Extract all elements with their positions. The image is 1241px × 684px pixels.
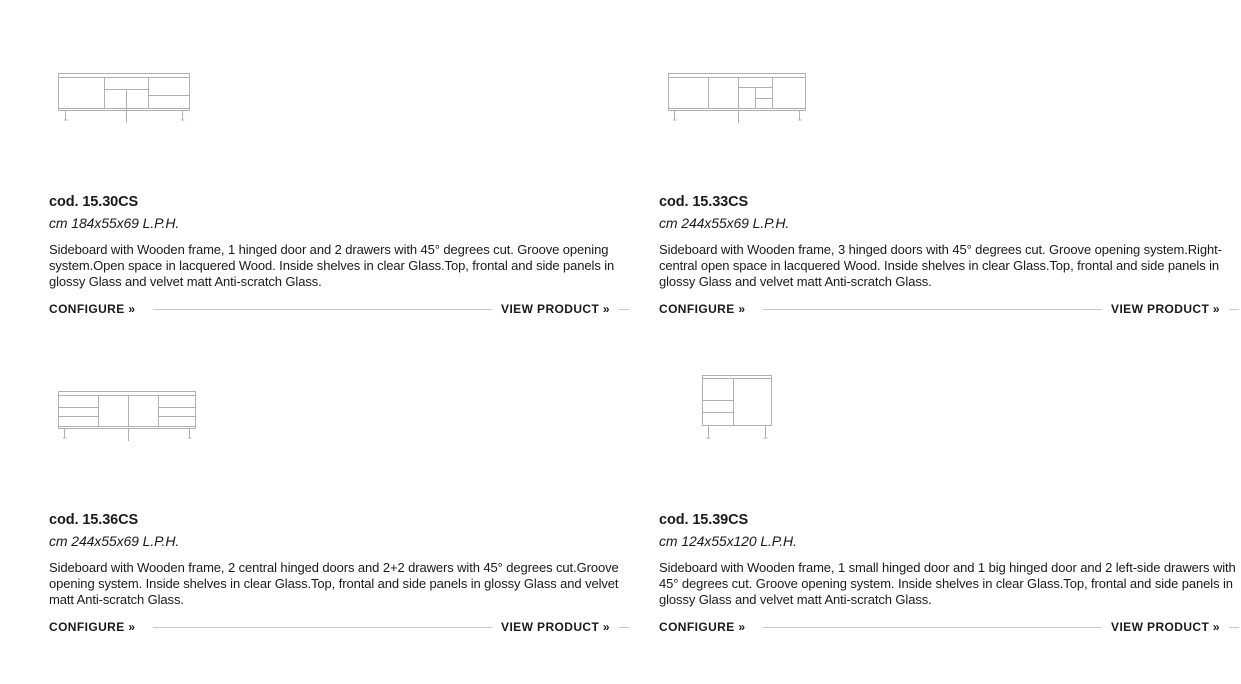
divider-rule bbox=[763, 309, 1102, 310]
view-product-link[interactable]: VIEW PRODUCT » bbox=[501, 620, 610, 634]
product-description: Sideboard with Wooden frame, 1 hinged door and 2 drawers with 45° degrees cut. Groove opening system.Open space in lacquered Wood. Inside shelves in clear Glass.Top, frontal and side panels in glossy Glass and velvet matt Anti-scratch Glass. bbox=[49, 242, 615, 289]
sideboard-drawing-icon bbox=[701, 372, 775, 442]
product-card bbox=[659, 320, 1239, 634]
configure-link[interactable]: CONFIGURE » bbox=[49, 620, 136, 634]
view-product-link[interactable]: VIEW PRODUCT » bbox=[1111, 302, 1220, 316]
sideboard-drawing-icon bbox=[57, 70, 193, 124]
configure-link[interactable]: CONFIGURE » bbox=[49, 302, 136, 316]
sideboard-drawing-icon bbox=[57, 388, 201, 442]
sideboard-drawing-icon bbox=[667, 70, 811, 124]
divider-rule bbox=[153, 309, 492, 310]
product-dimensions: cm 184x55x69 L.P.H. bbox=[49, 215, 180, 231]
product-image-link[interactable] bbox=[659, 2, 1239, 124]
product-description: Sideboard with Wooden frame, 2 central hinged doors and 2+2 drawers with 45° degrees cut.Groove opening system. Inside shelves in clear Glass.Top, frontal and side panels in glossy Glass and velvet matt Anti-scratch Glass. bbox=[49, 560, 619, 607]
product-dimensions: cm 244x55x69 L.P.H. bbox=[659, 215, 790, 231]
product-image-link[interactable] bbox=[49, 2, 629, 124]
product-actions bbox=[49, 620, 629, 634]
divider-rule-end bbox=[1229, 627, 1239, 628]
configure-link[interactable]: CONFIGURE » bbox=[659, 620, 746, 634]
product-description: Sideboard with Wooden frame, 1 small hinged door and 1 big hinged door and 2 left-side drawers with 45° degrees cut. Groove opening system. Inside shelves in clear Glass.Top, frontal and side panels in glossy Glass and velvet matt Anti-scratch Glass. bbox=[659, 560, 1236, 607]
product-card bbox=[49, 2, 629, 316]
divider-rule-end bbox=[1229, 309, 1239, 310]
product-actions bbox=[49, 302, 629, 316]
product-code: cod. 15.33CS bbox=[659, 194, 749, 210]
product-dimensions: cm 124x55x120 L.P.H. bbox=[659, 533, 797, 549]
product-code: cod. 15.36CS bbox=[49, 512, 139, 528]
divider-rule bbox=[153, 627, 492, 628]
divider-rule-end bbox=[619, 309, 629, 310]
divider-rule bbox=[763, 627, 1102, 628]
view-product-link[interactable]: VIEW PRODUCT » bbox=[1111, 620, 1220, 634]
product-code: cod. 15.39CS bbox=[659, 512, 749, 528]
product-dimensions: cm 244x55x69 L.P.H. bbox=[49, 533, 180, 549]
product-code: cod. 15.30CS bbox=[49, 194, 139, 210]
product-card bbox=[659, 2, 1239, 316]
product-image-link[interactable] bbox=[659, 320, 1239, 442]
configure-link[interactable]: CONFIGURE » bbox=[659, 302, 746, 316]
product-actions bbox=[659, 302, 1239, 316]
product-actions bbox=[659, 620, 1239, 634]
product-card bbox=[49, 320, 629, 634]
product-description: Sideboard with Wooden frame, 3 hinged doors with 45° degrees cut. Groove opening system.Right-central open space in lacquered Wood. Inside shelves in clear Glass.Top, frontal and side panels in glossy Glass and velvet matt Anti-scratch Glass. bbox=[659, 242, 1222, 289]
product-image-link[interactable] bbox=[49, 320, 629, 442]
view-product-link[interactable]: VIEW PRODUCT » bbox=[501, 302, 610, 316]
divider-rule-end bbox=[619, 627, 629, 628]
